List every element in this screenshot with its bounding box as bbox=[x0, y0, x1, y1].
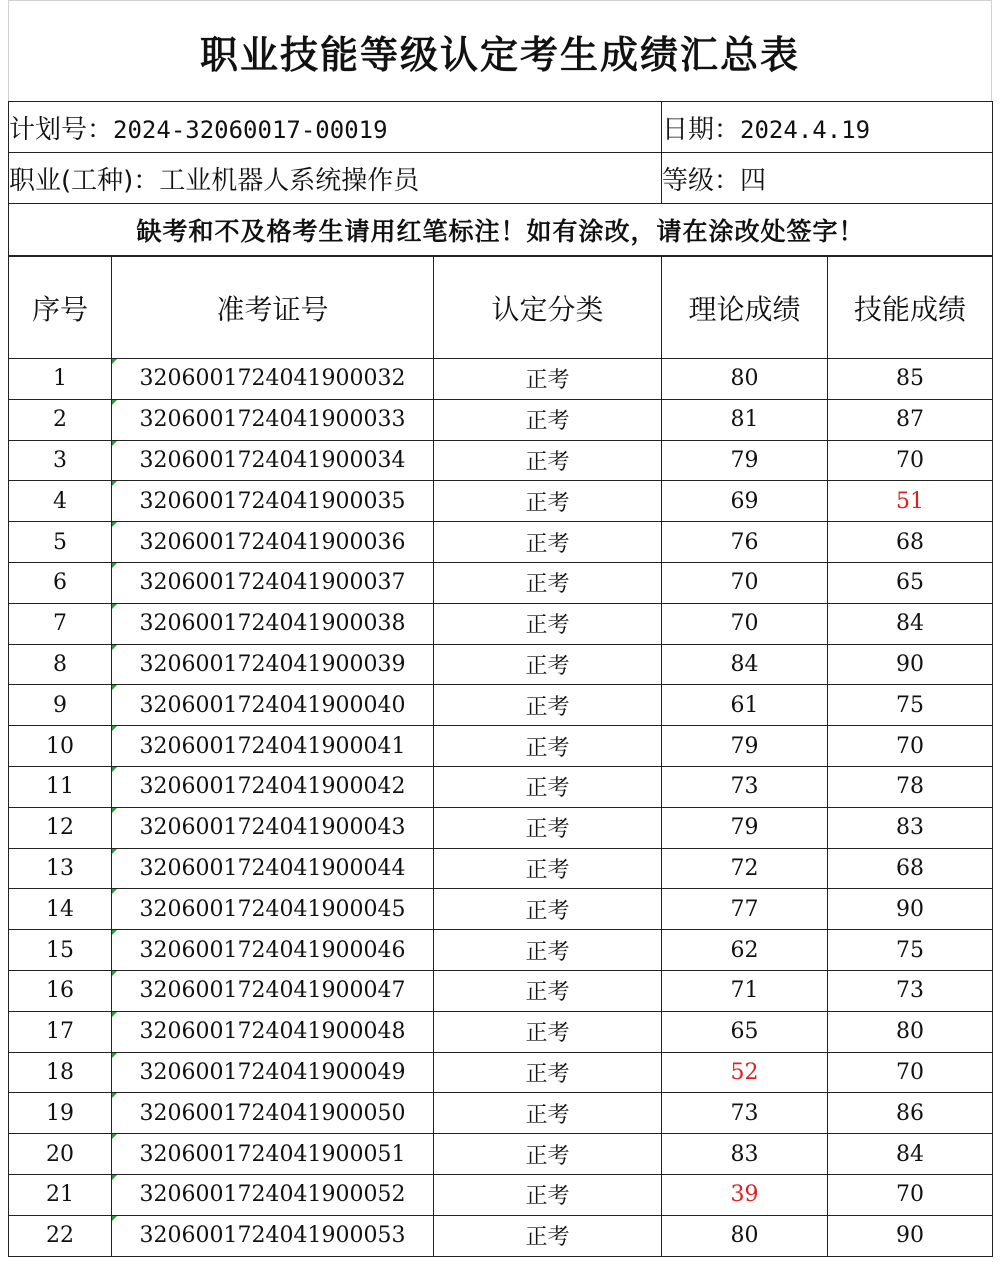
table-row bbox=[9, 807, 993, 848]
serial-cell: 6 bbox=[9, 562, 112, 603]
table-row bbox=[9, 644, 993, 685]
plan-number-value: 2024-32060017-00019 bbox=[113, 115, 388, 144]
theory-score-cell: 52 bbox=[662, 1052, 828, 1093]
date-label: 日期： bbox=[662, 114, 741, 145]
serial-cell: 5 bbox=[9, 522, 112, 563]
category-cell: 正考 bbox=[434, 726, 662, 767]
serial-cell: 17 bbox=[9, 1011, 112, 1052]
serial-cell: 4 bbox=[9, 481, 112, 522]
theory-score-cell: 77 bbox=[662, 889, 828, 930]
exam-id-cell: 3206001724041900043 bbox=[112, 807, 434, 848]
table-row bbox=[9, 930, 993, 971]
exam-id-cell: 3206001724041900042 bbox=[112, 766, 434, 807]
table-row bbox=[9, 889, 993, 930]
table-row bbox=[9, 399, 993, 440]
exam-id-cell: 3206001724041900051 bbox=[112, 1134, 434, 1175]
theory-score-cell: 80 bbox=[662, 1215, 828, 1256]
exam-id-cell: 3206001724041900032 bbox=[112, 359, 434, 400]
theory-score-cell: 73 bbox=[662, 766, 828, 807]
category-cell: 正考 bbox=[434, 399, 662, 440]
exam-id-cell: 3206001724041900049 bbox=[112, 1052, 434, 1093]
category-cell: 正考 bbox=[434, 603, 662, 644]
skill-score-cell: 70 bbox=[828, 440, 993, 481]
table-row bbox=[9, 1134, 993, 1175]
serial-cell: 9 bbox=[9, 685, 112, 726]
score-sheet bbox=[8, 0, 992, 1257]
category-cell: 正考 bbox=[434, 481, 662, 522]
exam-id-cell: 3206001724041900038 bbox=[112, 603, 434, 644]
exam-id-cell: 3206001724041900034 bbox=[112, 440, 434, 481]
theory-score-cell: 65 bbox=[662, 1011, 828, 1052]
skill-score-cell: 83 bbox=[828, 807, 993, 848]
skill-score-cell: 70 bbox=[828, 726, 993, 767]
exam-id-cell: 3206001724041900045 bbox=[112, 889, 434, 930]
exam-id-cell: 3206001724041900040 bbox=[112, 685, 434, 726]
table-row bbox=[9, 562, 993, 603]
category-cell: 正考 bbox=[434, 1215, 662, 1256]
skill-score-cell: 65 bbox=[828, 562, 993, 603]
serial-cell: 16 bbox=[9, 970, 112, 1011]
theory-score-cell: 73 bbox=[662, 1093, 828, 1134]
notice-row bbox=[9, 204, 993, 256]
column-header-theory: 理论成绩 bbox=[662, 257, 828, 359]
column-header-row bbox=[9, 257, 993, 359]
theory-score-cell: 81 bbox=[662, 399, 828, 440]
exam-id-cell: 3206001724041900037 bbox=[112, 562, 434, 603]
theory-score-cell: 79 bbox=[662, 807, 828, 848]
category-cell: 正考 bbox=[434, 522, 662, 563]
header-info-table bbox=[8, 101, 993, 256]
skill-score-cell: 73 bbox=[828, 970, 993, 1011]
column-header-category: 认定分类 bbox=[434, 257, 662, 359]
category-cell: 正考 bbox=[434, 1052, 662, 1093]
table-row bbox=[9, 440, 993, 481]
exam-id-cell: 3206001724041900044 bbox=[112, 848, 434, 889]
serial-cell: 8 bbox=[9, 644, 112, 685]
exam-id-cell: 3206001724041900046 bbox=[112, 930, 434, 971]
skill-score-cell: 75 bbox=[828, 685, 993, 726]
table-row bbox=[9, 359, 993, 400]
skill-score-cell: 90 bbox=[828, 889, 993, 930]
sheet-title: 职业技能等级认定考生成绩汇总表 bbox=[8, 0, 992, 101]
skill-score-cell: 80 bbox=[828, 1011, 993, 1052]
theory-score-cell: 80 bbox=[662, 359, 828, 400]
skill-score-cell: 70 bbox=[828, 1052, 993, 1093]
exam-id-cell: 3206001724041900048 bbox=[112, 1011, 434, 1052]
skill-score-cell: 84 bbox=[828, 603, 993, 644]
occupation-value: 工业机器人系统操作员 bbox=[159, 165, 420, 196]
serial-cell: 7 bbox=[9, 603, 112, 644]
scores-table bbox=[8, 256, 993, 1257]
category-cell: 正考 bbox=[434, 644, 662, 685]
serial-cell: 14 bbox=[9, 889, 112, 930]
serial-cell: 22 bbox=[9, 1215, 112, 1256]
table-row bbox=[9, 1215, 993, 1256]
theory-score-cell: 71 bbox=[662, 970, 828, 1011]
serial-cell: 20 bbox=[9, 1134, 112, 1175]
serial-cell: 12 bbox=[9, 807, 112, 848]
serial-cell: 15 bbox=[9, 930, 112, 971]
theory-score-cell: 62 bbox=[662, 930, 828, 971]
category-cell: 正考 bbox=[434, 1134, 662, 1175]
skill-score-cell: 90 bbox=[828, 1215, 993, 1256]
plan-number-label: 计划号： bbox=[9, 114, 114, 145]
column-header-exam-id: 准考证号 bbox=[112, 257, 434, 359]
exam-id-cell: 3206001724041900035 bbox=[112, 481, 434, 522]
category-cell: 正考 bbox=[434, 766, 662, 807]
header-row-plan bbox=[9, 102, 993, 153]
exam-id-cell: 3206001724041900052 bbox=[112, 1174, 434, 1215]
category-cell: 正考 bbox=[434, 1174, 662, 1215]
category-cell: 正考 bbox=[434, 359, 662, 400]
table-row bbox=[9, 726, 993, 767]
theory-score-cell: 76 bbox=[662, 522, 828, 563]
theory-score-cell: 79 bbox=[662, 726, 828, 767]
exam-id-cell: 3206001724041900047 bbox=[112, 970, 434, 1011]
serial-cell: 3 bbox=[9, 440, 112, 481]
table-row bbox=[9, 848, 993, 889]
category-cell: 正考 bbox=[434, 1093, 662, 1134]
category-cell: 正考 bbox=[434, 1011, 662, 1052]
category-cell: 正考 bbox=[434, 440, 662, 481]
exam-id-cell: 3206001724041900053 bbox=[112, 1215, 434, 1256]
category-cell: 正考 bbox=[434, 889, 662, 930]
occupation-cell bbox=[9, 153, 662, 204]
skill-score-cell: 87 bbox=[828, 399, 993, 440]
theory-score-cell: 69 bbox=[662, 481, 828, 522]
date-cell bbox=[662, 102, 993, 153]
level-value: 四 bbox=[740, 165, 767, 196]
level-label: 等级： bbox=[662, 165, 741, 196]
column-header-skill: 技能成绩 bbox=[828, 257, 993, 359]
skill-score-cell: 78 bbox=[828, 766, 993, 807]
theory-score-cell: 39 bbox=[662, 1174, 828, 1215]
serial-cell: 1 bbox=[9, 359, 112, 400]
serial-cell: 2 bbox=[9, 399, 112, 440]
table-row bbox=[9, 481, 993, 522]
theory-score-cell: 61 bbox=[662, 685, 828, 726]
serial-cell: 19 bbox=[9, 1093, 112, 1134]
date-value: 2024.4.19 bbox=[740, 115, 871, 144]
plan-number-cell bbox=[9, 102, 662, 153]
category-cell: 正考 bbox=[434, 930, 662, 971]
theory-score-cell: 83 bbox=[662, 1134, 828, 1175]
category-cell: 正考 bbox=[434, 970, 662, 1011]
skill-score-cell: 68 bbox=[828, 522, 993, 563]
skill-score-cell: 68 bbox=[828, 848, 993, 889]
table-row bbox=[9, 1011, 993, 1052]
theory-score-cell: 84 bbox=[662, 644, 828, 685]
exam-id-cell: 3206001724041900033 bbox=[112, 399, 434, 440]
table-row bbox=[9, 970, 993, 1011]
category-cell: 正考 bbox=[434, 685, 662, 726]
theory-score-cell: 70 bbox=[662, 603, 828, 644]
exam-id-cell: 3206001724041900036 bbox=[112, 522, 434, 563]
table-row bbox=[9, 766, 993, 807]
serial-cell: 18 bbox=[9, 1052, 112, 1093]
table-row bbox=[9, 1052, 993, 1093]
serial-cell: 11 bbox=[9, 766, 112, 807]
theory-score-cell: 70 bbox=[662, 562, 828, 603]
table-row bbox=[9, 603, 993, 644]
skill-score-cell: 85 bbox=[828, 359, 993, 400]
theory-score-cell: 79 bbox=[662, 440, 828, 481]
skill-score-cell: 86 bbox=[828, 1093, 993, 1134]
occupation-label: 职业(工种)： bbox=[9, 165, 160, 196]
column-header-serial: 序号 bbox=[9, 257, 112, 359]
skill-score-cell: 51 bbox=[828, 481, 993, 522]
table-row bbox=[9, 685, 993, 726]
skill-score-cell: 75 bbox=[828, 930, 993, 971]
header-row-occupation bbox=[9, 153, 993, 204]
exam-id-cell: 3206001724041900039 bbox=[112, 644, 434, 685]
table-row bbox=[9, 1093, 993, 1134]
table-row bbox=[9, 522, 993, 563]
skill-score-cell: 84 bbox=[828, 1134, 993, 1175]
serial-cell: 13 bbox=[9, 848, 112, 889]
serial-cell: 10 bbox=[9, 726, 112, 767]
exam-id-cell: 3206001724041900041 bbox=[112, 726, 434, 767]
category-cell: 正考 bbox=[434, 848, 662, 889]
serial-cell: 21 bbox=[9, 1174, 112, 1215]
table-row bbox=[9, 1174, 993, 1215]
scores-body bbox=[9, 359, 993, 1257]
skill-score-cell: 70 bbox=[828, 1174, 993, 1215]
category-cell: 正考 bbox=[434, 562, 662, 603]
level-cell bbox=[662, 153, 993, 204]
category-cell: 正考 bbox=[434, 807, 662, 848]
notice-text: 缺考和不及格考生请用红笔标注！如有涂改，请在涂改处签字！ bbox=[9, 204, 993, 256]
skill-score-cell: 90 bbox=[828, 644, 993, 685]
exam-id-cell: 3206001724041900050 bbox=[112, 1093, 434, 1134]
theory-score-cell: 72 bbox=[662, 848, 828, 889]
